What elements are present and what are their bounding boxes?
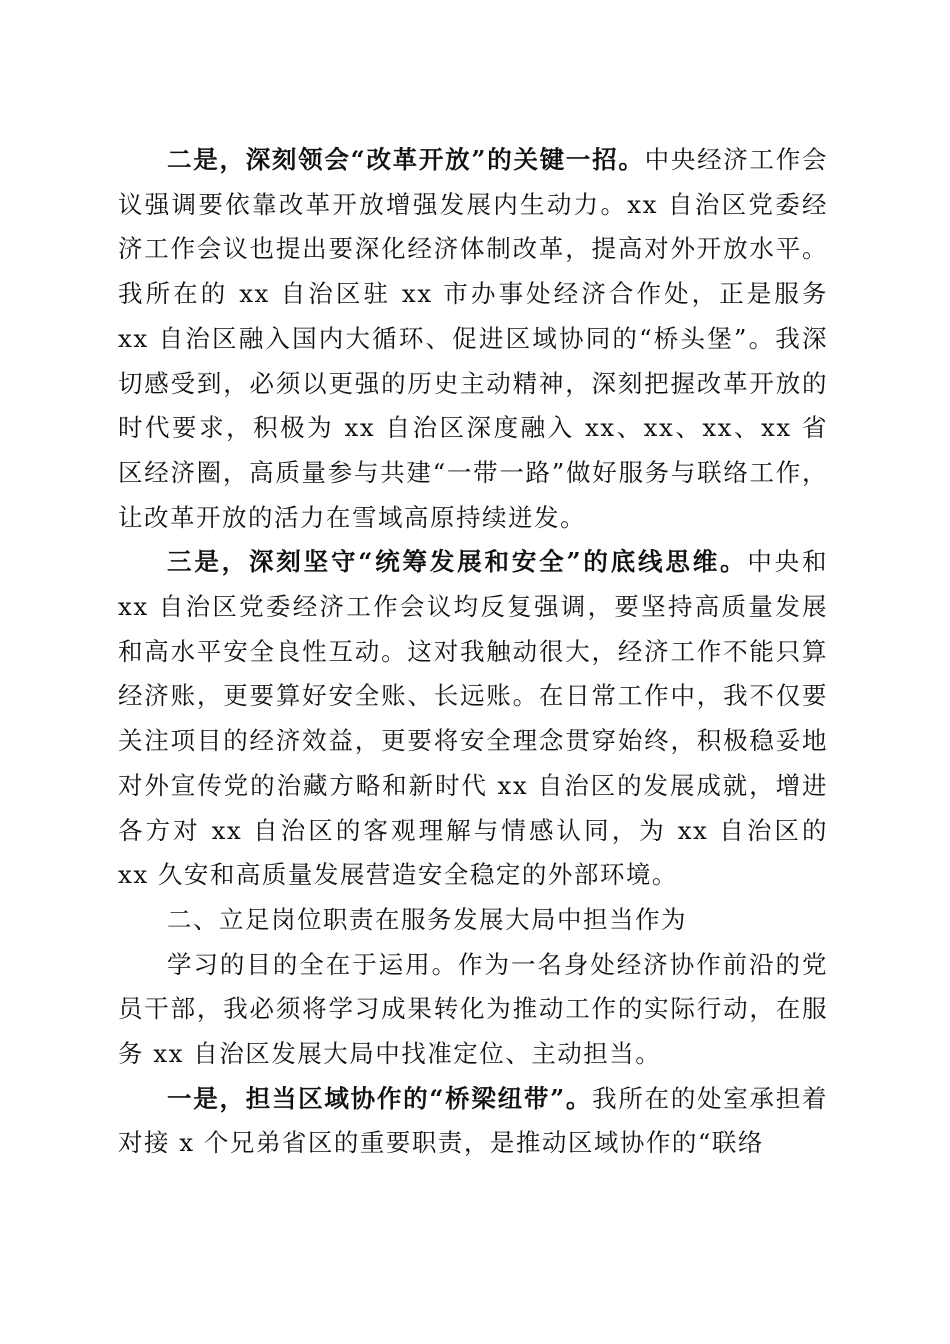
paragraph-text: 中央和 xx 自治区党委经济工作会议均反复强调，要坚持高质量发展和高水平安全良性互动。这对我触动很大，经济工作不能只算经济账，更要算好安全账、长远账。在日常工作中，我不仅要关注项目的经济效益，更要将安全理念贯穿始终，积极稳妥地对外宣传党的治藏方略和新时代 xx 自治区的发展成就，增进各方对 xx 自治区的客观理解与情感认同，为 xx 自治区的 xx 久安和高质量发展营造安全稳定的外部环境。 (118, 547, 828, 890)
document-body (118, 138, 828, 1166)
section-heading: 二、立足岗位职责在服务发展大局中担当作为 (167, 904, 687, 934)
paragraph-lead: 三是，深刻坚守“统筹发展和安全”的底线思维。 (167, 547, 748, 577)
paragraph-bridge-role (118, 1077, 828, 1166)
paragraph-text: 中央经济工作会议强调要依靠改革开放增强发展内生动力。xx 自治区党委经济工作会议也提出要深化经济体制改革，提高对外开放水平。我所在的 xx 自治区驻 xx 市办事处经济合作处，正是服务 xx 自治区融入国内大循环、促进区域协同的“桥头堡”。我深切感受到，必须以更强的历史主动精神，深刻把握改革开放的时代要求，积极为 xx 自治区深度融入 xx、xx、xx、xx 省区经济圈，高质量参与共建“一带一路”做好服务与联络工作，让改革开放的活力在雪域高原持续迸发。 (118, 145, 829, 532)
paragraph-lead: 一是，担当区域协作的“桥梁纽带”。 (167, 1083, 593, 1113)
paragraph-text: 我所在的处室承担着对接 x 个兄弟省区的重要职责，是推动区域协作的“联络 (118, 1083, 828, 1158)
paragraph-reform-opening (118, 138, 828, 540)
section-intro-paragraph: 学习的目的全在于运用。作为一名身处经济协作前沿的党员干部，我必须将学习成果转化为推动工作的实际行动，在服务 xx 自治区发展大局中找准定位、主动担当。 (118, 949, 828, 1069)
paragraph-lead: 二是，深刻领会“改革开放”的关键一招。 (167, 145, 645, 174)
paragraph-development-security (118, 540, 828, 898)
